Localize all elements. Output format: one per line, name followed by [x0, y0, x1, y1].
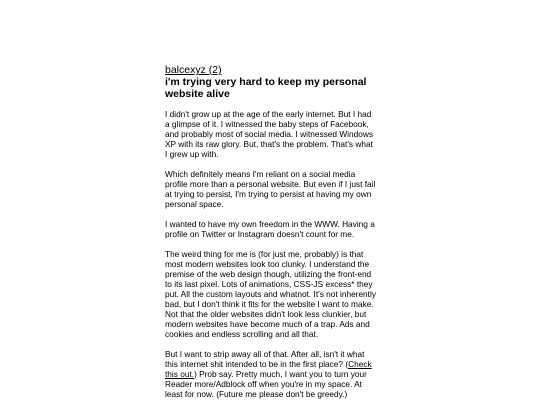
post-title: [165, 76, 377, 100]
post-body: [165, 109, 377, 399]
post-title-line-1: i'm trying very hard to keep my personal: [165, 76, 367, 88]
paragraph-5-text-before: But I want to strip away all of that. After all, isn't it what this internet shit intended to be in the first place? (: [165, 349, 365, 369]
paragraph-5: [165, 349, 377, 399]
post-title-line-2: website alive: [165, 88, 230, 100]
post-article: [165, 64, 377, 409]
paragraph-1: I didn't grow up at the age of the early internet. But I had a glimpse of it. I witnessed the baby steps of Facebook, and probably most of social media. I witnessed Windows XP with its raw glory. But, that's the problem. That's what I grew up with.: [165, 109, 373, 159]
paragraph-5-text-after: ) Prob say. Pretty much, I want you to turn your Reader more/Adblock off when you're in my space. At least for now. (Future me please don't be greedy.): [165, 369, 367, 399]
paragraph-4: The weird thing for me is (for just me, probably) is that most modern websites look too clunky. I understand the premise of the web design though, utilizing the front-end to its last pixel. Lots of animations, CSS-JS excess* they put. All the custom layouts and whatnot. It's not inherently bad, but I don't think it fits for the website I want to make. Not that the older websites didn't look less clunkier, but modern websites have become much of a trap. Ads and cookies and endless scrolling and all that.: [165, 249, 376, 339]
paragraph-3: I wanted to have my own freedom in the WWW. Having a profile on Twitter or Instagram doesn't count for me.: [165, 219, 375, 239]
check-this-out-link[interactable]: Check this out.: [165, 359, 372, 379]
paragraph-2: Which definitely means I'm reliant on a social media profile more than a personal website. But even if I just fail at trying to persist, I'm trying to persist at having my own personal space.: [165, 169, 376, 209]
author-link[interactable]: balcexyz (2): [165, 64, 222, 76]
